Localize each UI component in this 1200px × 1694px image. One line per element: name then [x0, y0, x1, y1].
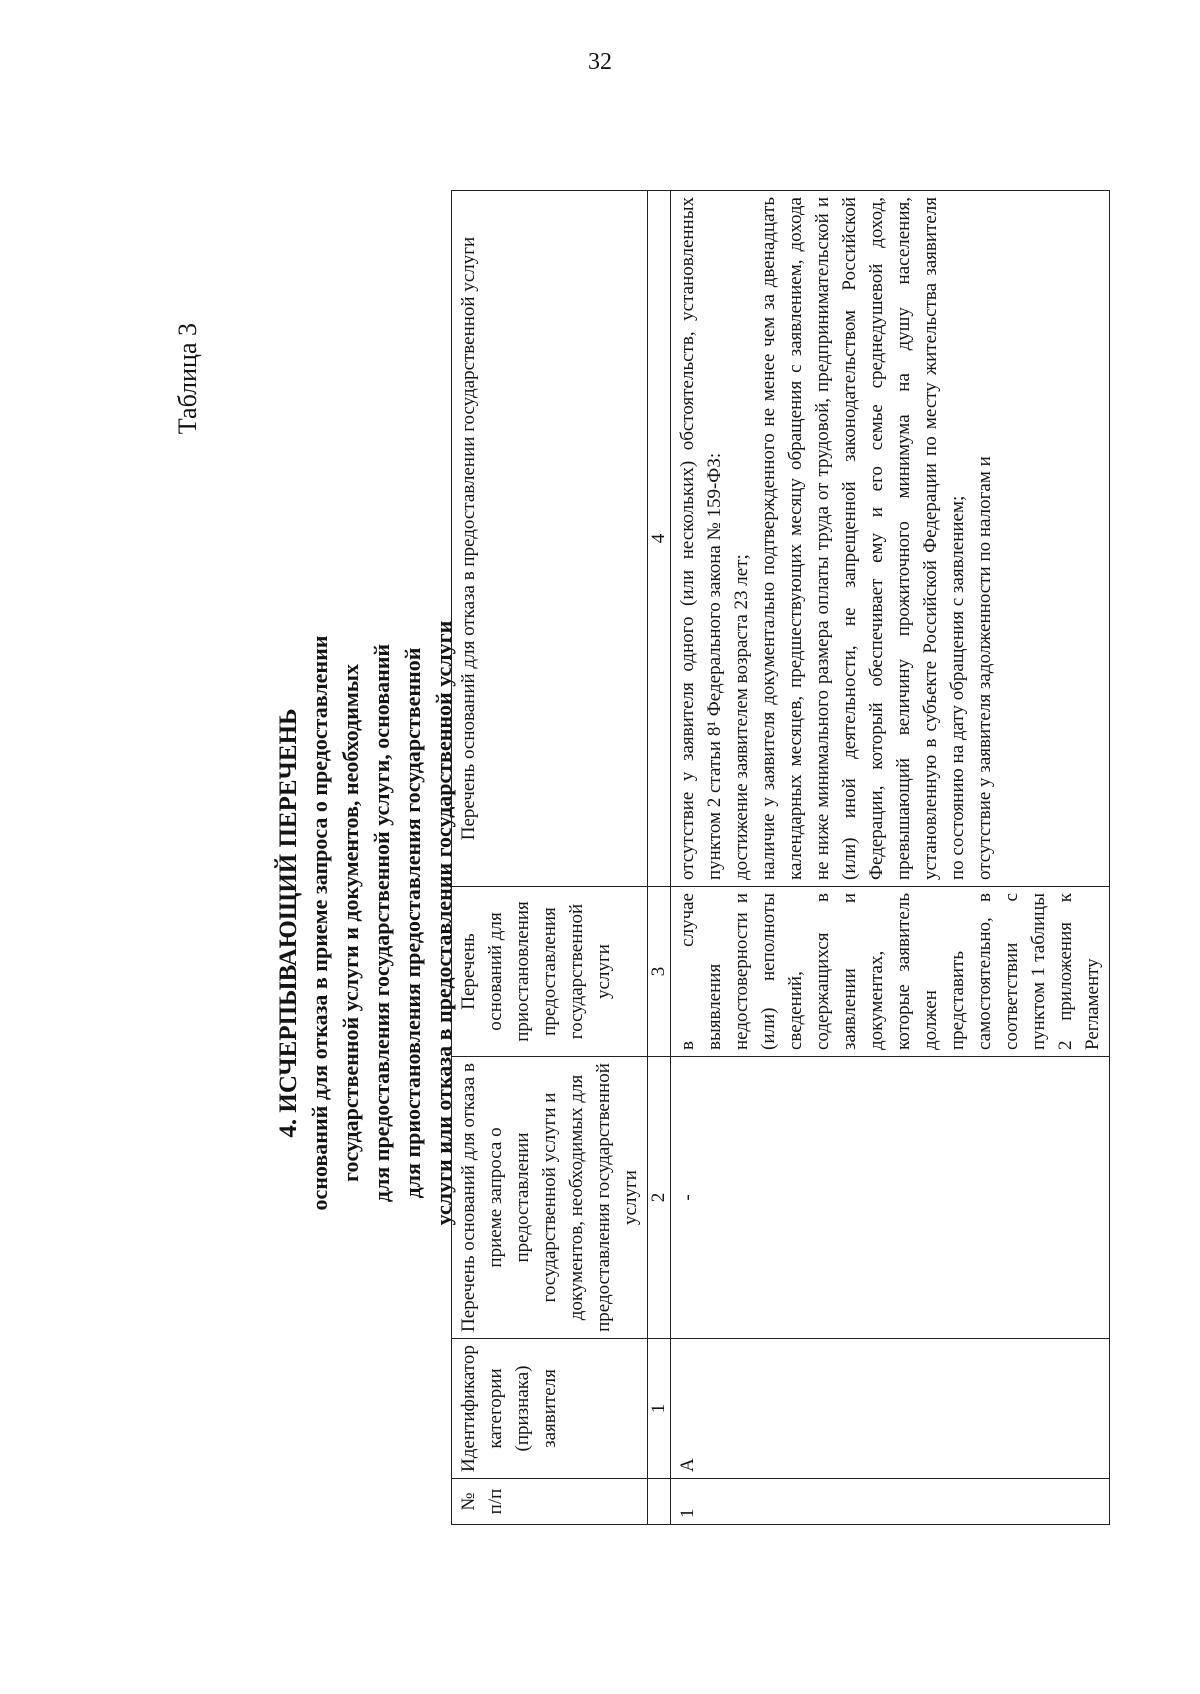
rotated-content: [165, 183, 1103, 1663]
header-service-refusal: Перечень оснований для отказа в предоставлении государственной услуги: [452, 191, 648, 887]
refusal-paragraph: достижение заявителем возраста 23 лет;: [731, 554, 752, 880]
heading-line: 4. ИСЧЕРПЫВАЮЩИЙ ПЕРЕЧЕНЬ: [275, 708, 302, 1138]
refusal-paragraph: наличие у заявителя документально подтвержденного не менее чем за двенадцать календарных месяцев, предшествующих месяцу обращения с заявлением, дохода не ниже минимального размера оплаты труда от трудовой, предпринимательской и (или) иной деятельности, не запрещенной законодательством Российской Федерации, который обеспечивает ему и его семье среднедушевой доход, превышающий величину прожиточного минимума на душу населения, установленную в субъекте Российской Федерации по месту жительства заявителя по состоянию на дату обращения с заявлением;: [758, 197, 968, 880]
table-header-row: [452, 191, 648, 1525]
page-number: 32: [588, 49, 612, 75]
refusal-grounds-table: [451, 190, 1110, 1525]
index-cell: 4: [648, 191, 671, 887]
heading-line: для предоставления государственной услуги, оснований: [369, 643, 394, 1203]
section-heading: [273, 183, 459, 1663]
header-number: № п/п: [452, 1479, 648, 1525]
header-intake-refusal: Перечень оснований для отказа в приеме запроса о предоставлении государственной услуги и документов, необходимых для предоставления государственной услуги: [452, 1057, 648, 1339]
heading-line: государственной услуги и документов, необходимых: [338, 664, 363, 1182]
index-cell: 2: [648, 1057, 671, 1339]
row-service-refusal: [671, 191, 1110, 887]
heading-line: для приостановления предоставления государственной: [400, 647, 425, 1199]
heading-line: оснований для отказа в приеме запроса о предоставлении: [307, 635, 332, 1211]
heading-line: услуги или отказа в предоставлении государственной услуги: [431, 620, 456, 1226]
row-suspension: в случае выявления недостоверности и (или) неполноты сведений, содержащихся в заявлении и документах, которые заявитель должен представить самостоятельно, в соответствии с пунктом 1 таблицы 2 приложения к Регламенту: [671, 887, 1110, 1057]
header-suspension: Перечень оснований для приостановления предоставления государственной услуги: [452, 887, 648, 1057]
refusal-paragraph: отсутствие у заявителя одного (или нескольких) обстоятельств, установленных пунктом 2 статьи 8¹ Федерального закона № 159-ФЗ:: [677, 197, 725, 880]
refusal-paragraph: отсутствие у заявителя задолженности по налогам и: [974, 456, 995, 880]
row-number: 1: [671, 1479, 1110, 1525]
table-row: [671, 191, 1110, 1525]
header-applicant-id: Идентификатор категории (признака) заявителя: [452, 1339, 648, 1479]
row-intake-refusal: -: [671, 1057, 1110, 1339]
column-index-row: [648, 191, 671, 1525]
index-cell-empty: [648, 1479, 671, 1525]
index-cell: 3: [648, 887, 671, 1057]
index-cell: 1: [648, 1339, 671, 1479]
table-label: Таблица 3: [173, 323, 202, 435]
row-applicant-id: А: [671, 1339, 1110, 1479]
